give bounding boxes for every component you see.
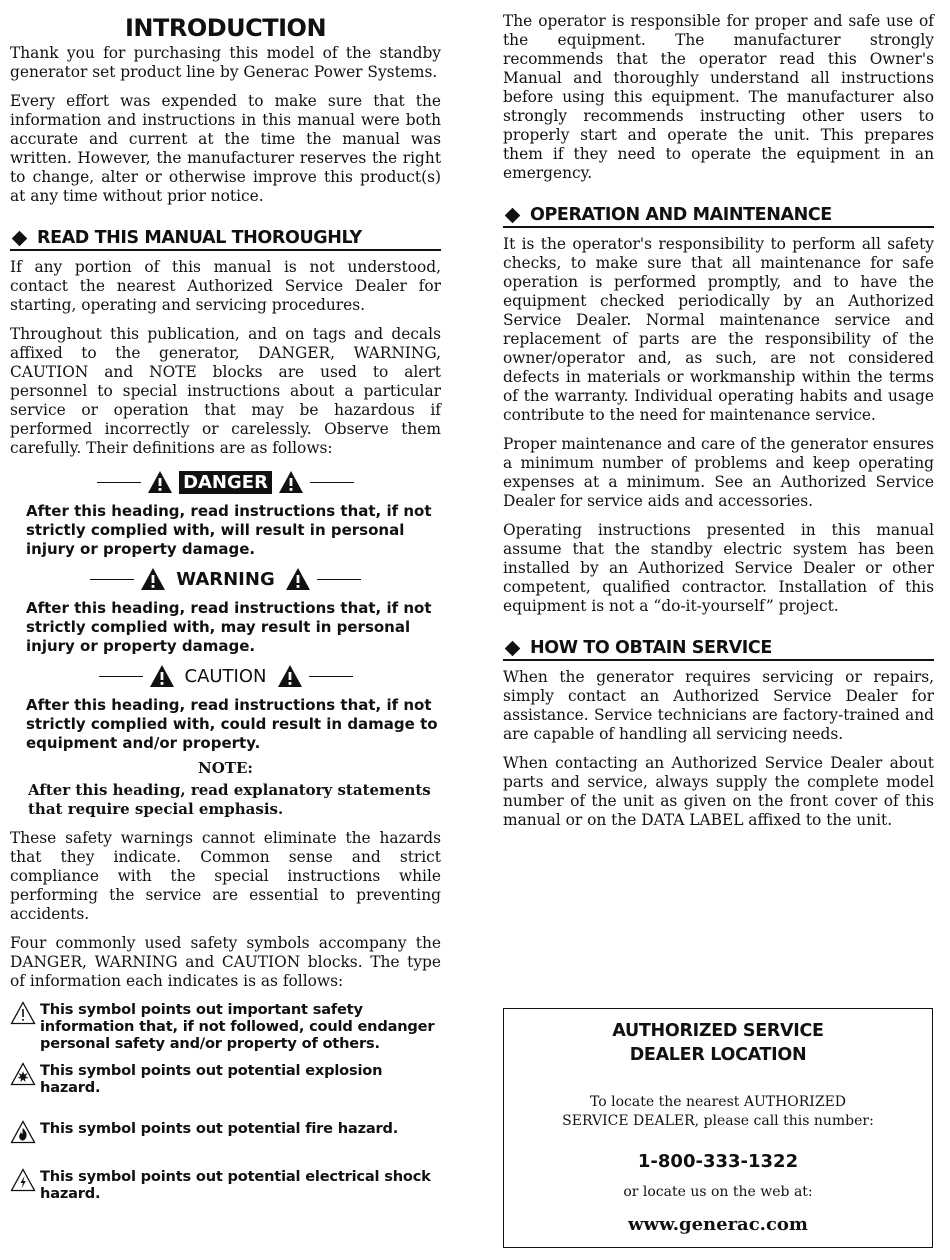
dealer-text-line: SERVICE DEALER, please call this number:: [562, 1113, 874, 1129]
dealer-instructions: [504, 1093, 932, 1131]
symbol-description: This symbol points out important safety information that, if not followed, could endanger personal safety and/or property of others.: [40, 1001, 435, 1052]
left-column: [10, 12, 441, 1212]
note-heading: NOTE:: [198, 759, 253, 777]
section-heading-text: READ THIS MANUAL THOROUGHLY: [37, 228, 362, 248]
body-paragraph: If any portion of this manual is not understood, contact the nearest Authorized Service Dealer for starting, operating and servicing procedures.: [10, 258, 441, 314]
caution-label: CAUTION: [184, 665, 267, 687]
body-paragraph: Throughout this publication, and on tags and decals affixed to the generator, DANGER, WARNING, CAUTION and NOTE blocks are used to alert personnel to special instructions about a particular service or operation that may be hazardous if performed incorrectly or carelessly. Observe them carefully. Their definitions are as follows:: [10, 325, 441, 457]
symbol-row: [10, 1001, 441, 1052]
warning-triangle-icon: [147, 470, 173, 494]
symbol-description: This symbol points out potential electrical shock hazard.: [40, 1168, 431, 1202]
diamond-bullet-icon: [12, 231, 28, 247]
divider: [317, 579, 361, 580]
body-paragraph: Four commonly used safety symbols accompany the DANGER, WARNING and CAUTION blocks. The type of information each indicates is as follows:: [10, 934, 441, 990]
symbol-row: [10, 1062, 441, 1096]
divider: [97, 482, 141, 483]
warning-triangle-icon: [149, 664, 175, 688]
note-definition: After this heading, read explanatory statements that require special emphasis.: [28, 781, 431, 818]
section-heading-service: [503, 638, 934, 661]
dealer-phone-number: 1-800-333-1322: [637, 1151, 799, 1172]
caution-definition: After this heading, read instructions that, if not strictly complied with, could result in damage to equipment and/or property.: [26, 696, 438, 752]
warning-triangle-icon: [278, 470, 304, 494]
dealer-box-title: [504, 1019, 932, 1067]
warning-triangle-icon: [277, 664, 303, 688]
divider: [309, 676, 353, 677]
danger-label: DANGER: [179, 471, 272, 494]
danger-definition: After this heading, read instructions that, if not strictly complied with, will result in personal injury or property damage.: [26, 502, 432, 558]
section-heading-operation: [503, 205, 934, 228]
diamond-bullet-icon: [505, 208, 521, 224]
warning-triangle-icon: [10, 1001, 36, 1025]
divider: [310, 482, 354, 483]
warning-label: WARNING: [176, 568, 275, 590]
explosion-hazard-icon: [10, 1062, 36, 1086]
body-paragraph: The operator is responsible for proper and safe use of the equipment. The manufacturer strongly recommends that the operator read this Owner's Manual and thoroughly understand all instructions before using this equipment. The manufacturer also strongly recommends instructing other users to properly start and operate the unit. This prepares them if they need to operate the equipment in an emergency.: [503, 12, 934, 182]
divider: [90, 579, 134, 580]
warning-triangle-icon: [140, 567, 166, 591]
diamond-bullet-icon: [505, 641, 521, 657]
body-paragraph: When contacting an Authorized Service Dealer about parts and service, always supply the complete model number of the unit as given on the front cover of this manual or on the DATA LABEL affixed to the unit.: [503, 754, 934, 829]
divider: [99, 676, 143, 677]
warning-triangle-icon: [285, 567, 311, 591]
page-title: INTRODUCTION: [124, 14, 327, 42]
warning-definition: After this heading, read instructions that, if not strictly complied with, may result in personal injury or property damage.: [26, 599, 432, 655]
warning-heading: [10, 565, 441, 593]
intro-paragraph: Thank you for purchasing this model of the standby generator set product line by Generac Power Systems.: [10, 44, 441, 81]
dealer-web-text: or locate us on the web at:: [623, 1184, 813, 1200]
electrical-shock-icon: [10, 1168, 36, 1192]
symbol-row: [10, 1168, 441, 1202]
dealer-title-line: DEALER LOCATION: [629, 1045, 807, 1065]
section-heading-read-manual: [10, 228, 441, 251]
fire-hazard-icon: [10, 1120, 36, 1144]
body-paragraph: When the generator requires servicing or repairs, simply contact an Authorized Service Dealer for assistance. Service technicians are factory-trained and are capable of handling all servicing needs.: [503, 668, 934, 743]
body-paragraph: Proper maintenance and care of the generator ensures a minimum number of problems and keep operating expenses at a minimum. See an Authorized Service Dealer for service aids and accessories.: [503, 435, 934, 510]
intro-paragraph: Every effort was expended to make sure that the information and instructions in this manual were both accurate and current at the time the manual was written. However, the manufacturer reserves the right to change, alter or otherwise improve this product(s) at any time without prior notice.: [10, 92, 441, 205]
danger-heading: [10, 468, 441, 496]
dealer-location-box: [503, 1008, 933, 1248]
section-heading-text: OPERATION AND MAINTENANCE: [530, 205, 832, 225]
caution-heading: [10, 662, 441, 690]
symbol-description: This symbol points out potential fire hazard.: [40, 1120, 399, 1137]
section-heading-text: HOW TO OBTAIN SERVICE: [530, 638, 772, 658]
symbol-row: [10, 1120, 441, 1144]
body-paragraph: It is the operator's responsibility to perform all safety checks, to make sure that all maintenance for safe operation is performed promptly, and to have the equipment checked periodically by an Authorized Service Dealer. Normal maintenance service and replacement of parts are the responsibility of the owner/operator and, as such, are not considered defects in materials or workmanship within the terms of the warranty. Individual operating habits and usage contribute to the need for maintenance service.: [503, 235, 934, 424]
dealer-text-line: To locate the nearest AUTHORIZED: [589, 1094, 847, 1110]
body-paragraph: These safety warnings cannot eliminate the hazards that they indicate. Common sense and strict compliance with the special instructions while performing the service are essential to preventing accidents.: [10, 829, 441, 923]
right-column: [503, 12, 934, 840]
dealer-title-line: AUTHORIZED SERVICE: [612, 1021, 824, 1041]
dealer-website-url: www.generac.com: [628, 1214, 808, 1235]
body-paragraph: Operating instructions presented in this manual assume that the standby electric system has been installed by an Authorized Service Dealer or other competent, qualified contractor. Installation of this equipment is not a “do-it-yourself” project.: [503, 521, 934, 615]
symbol-description: This symbol points out potential explosion hazard.: [40, 1062, 383, 1096]
